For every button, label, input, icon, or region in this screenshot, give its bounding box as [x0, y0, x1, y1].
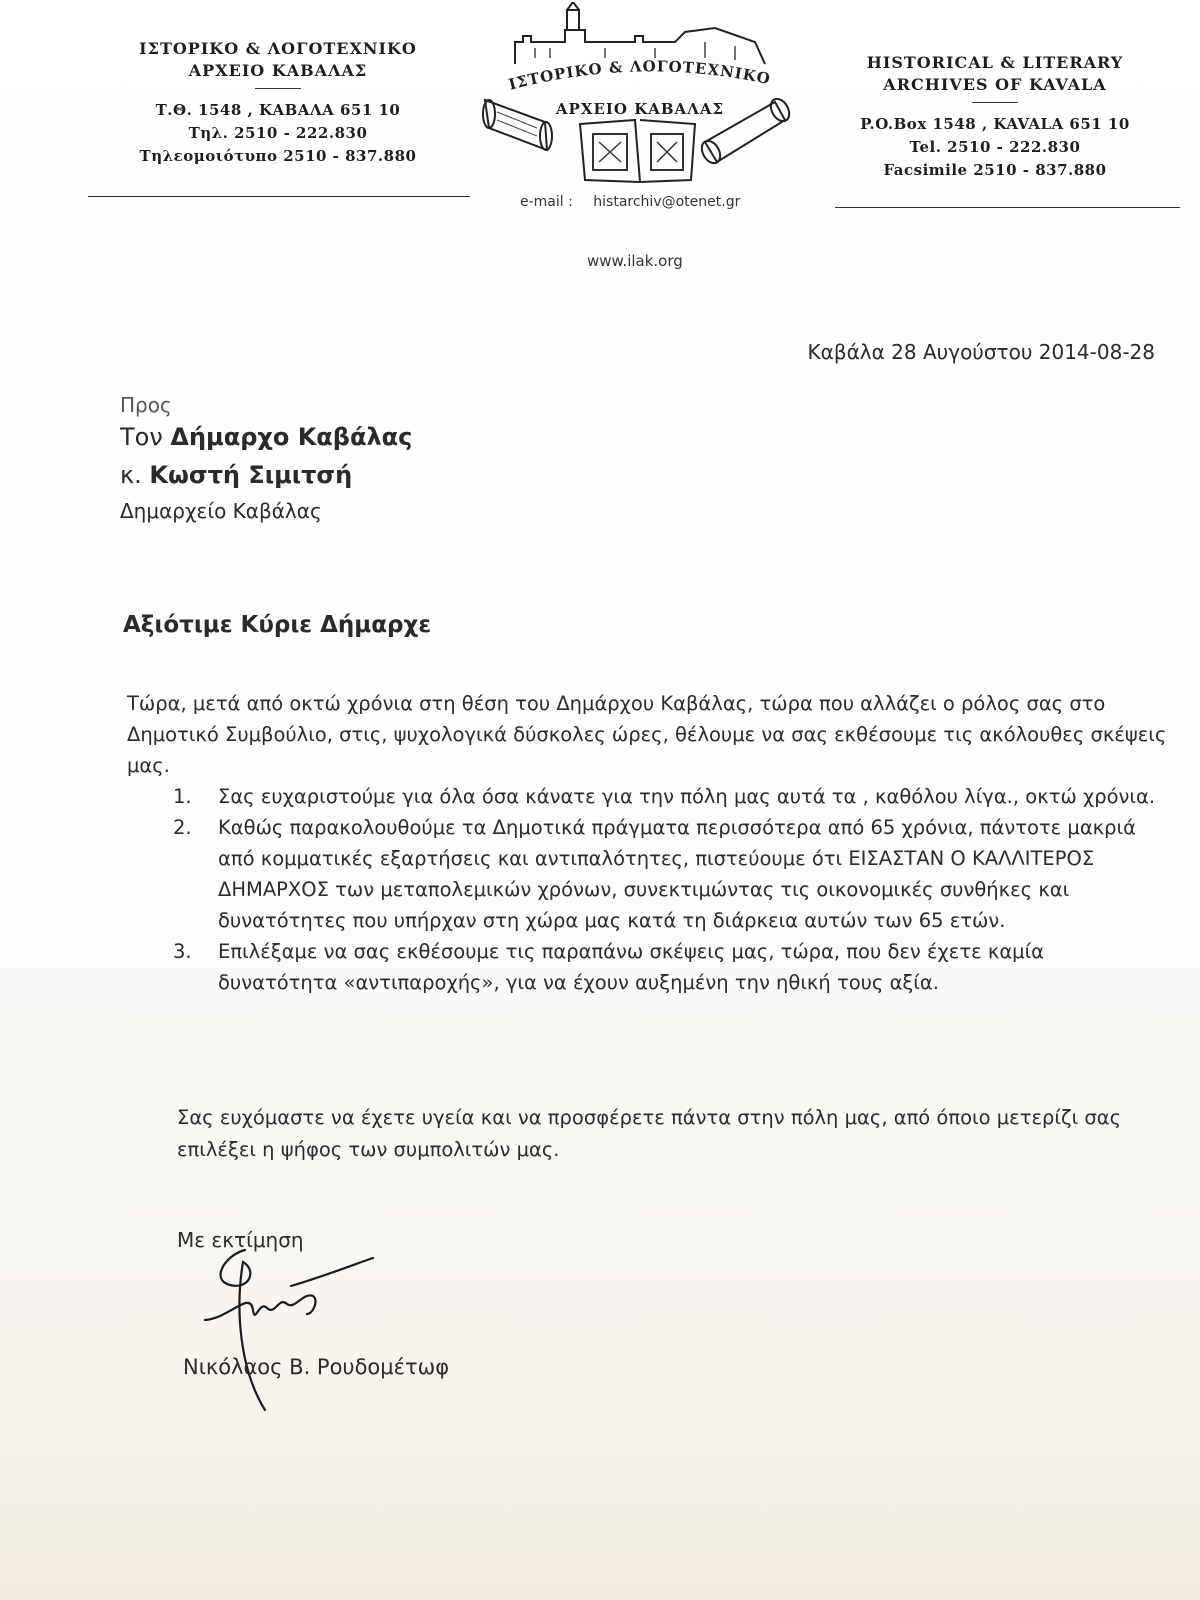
letterhead-greek-pobox: Τ.Θ. 1548 , ΚΑΒΑΛΑ 651 10 — [155, 101, 401, 119]
letterhead-english-title-1: HISTORICAL & LITERARY — [866, 53, 1124, 72]
recipient-line-1 — [120, 418, 412, 456]
signer-name: Νικόλαος Β. Ρουδομέτωφ — [183, 1355, 450, 1379]
intro-paragraph: Τώρα, μετά από οκτώ χρόνια στη θέση του Δημάρχου Καβάλας, τώρα που αλλάζει ο ρόλος σας στο Δημοτικό Συμβούλιο, στις, ψυχολογικά δύσκολες ώρες, θέλουμε να σας εκθέσουμε τις ακόλουθες σκέψεις μας. — [127, 692, 1167, 777]
letterhead-greek-fax: Τηλεομοιότυπο 2510 - 837.880 — [139, 147, 417, 165]
recipient-block — [120, 392, 412, 528]
letterhead-greek-title-2: ΑΡΧΕΙΟ ΚΑΒΑΛΑΣ — [188, 61, 368, 80]
recipient-name-1: Δήμαρχο Καβάλας — [170, 423, 413, 451]
letterhead-rule-left — [88, 196, 470, 197]
recipient-name-2: Κωστή Σιμιτσή — [149, 461, 353, 489]
list-item — [127, 812, 1167, 936]
recipient-line-2 — [120, 456, 412, 494]
salutation: Αξιότιμε Κύριε Δήμαρχε — [123, 612, 432, 638]
letter-body — [127, 688, 1167, 998]
letterhead-greek-title-1: ΙΣΤΟΡΙΚΟ & ΛΟΓΟΤΕΧΝΙΚΟ — [139, 39, 417, 58]
letterhead-english-fax: Facsimile 2510 - 837.880 — [883, 161, 1107, 179]
letterhead-greek-divider — [255, 88, 301, 89]
closing-paragraph: Σας ευχόμαστε να έχετε υγεία και να προσφέρετε πάντα στην πόλη μας, από όποιο μετερίζι σας επιλέξει η ψήφος των συμπολιτών μας. — [177, 1106, 1122, 1161]
email-address: histarchiv@otenet.gr — [593, 194, 741, 210]
archive-logo-icon — [475, 2, 805, 192]
letterhead-english-divider — [972, 102, 1018, 103]
letterhead-rule-right — [835, 207, 1180, 208]
list-item-text: Επιλέξαμε να σας εκθέσουμε τις παραπάνω σκέψεις μας, τώρα, που δεν έχετε καμία δυνατότητα «αντιπαροχής», για να έχουν αυξημένη την ηθική τους αξία. — [218, 940, 1045, 994]
letterhead-english-pobox: P.O.Box 1548 , KAVALA 651 10 — [860, 115, 1130, 133]
logo-arc-text: ΙΣΤΟΡΙΚΟ & ΛΟΓΟΤΕΧΝΙΚΟ — [506, 57, 773, 94]
points-list — [127, 781, 1167, 998]
logo-sub-text: ΑΡΧΕΙΟ ΚΑΒΑΛΑΣ — [555, 100, 725, 118]
recipient-place: Δημαρχείο Καβάλας — [120, 499, 322, 523]
letterhead — [0, 0, 1200, 290]
letterhead-english — [830, 52, 1160, 182]
list-item — [127, 936, 1167, 998]
recipient-to: Προς — [120, 393, 172, 417]
letterhead-greek — [88, 38, 468, 168]
email-label: e-mail : — [520, 194, 573, 210]
letterhead-email — [520, 194, 740, 210]
letterhead-website: www.ilak.org — [587, 252, 683, 270]
list-item-text: Σας ευχαριστούμε για όλα όσα κάνατε για την πόλη μας αυτά τα , καθόλου λίγα., οκτώ χρόνια. — [218, 785, 1156, 808]
regards: Με εκτίμηση — [177, 1228, 304, 1252]
letterhead-greek-phone: Τηλ. 2510 - 222.830 — [188, 124, 368, 142]
list-item — [127, 781, 1167, 812]
list-item-number: 1. — [173, 785, 192, 808]
signature-icon — [195, 1230, 395, 1420]
list-item-number: 2. — [173, 816, 192, 839]
svg-text:ΙΣΤΟΡΙΚΟ & ΛΟΓΟΤΕΧΝΙΚΟ — [507, 57, 773, 93]
letter-date: Καβάλα 28 Αυγούστου 2014-08-28 — [807, 340, 1155, 364]
recipient-prefix-1: Τον — [120, 423, 163, 451]
list-item-number: 3. — [173, 940, 192, 963]
letterhead-english-title-2: ARCHIVES OF KAVALA — [883, 75, 1107, 94]
recipient-prefix-2: κ. — [120, 461, 142, 489]
list-item-text: Καθώς παρακολουθούμε τα Δημοτικά πράγματα περισσότερα από 65 χρόνια, πάντοτε μακριά από κομματικές εξαρτήσεις και αντιπαλότητες, πιστεύουμε ότι ΕΙΣΑΣΤΑΝ Ο ΚΑΛΛΙΤΕΡΟΣ ΔΗΜΑΡΧΟΣ των μεταπολεμικών χρόνων, συνεκτιμώντας τις οικονομικές συνθήκες και δυνατότητες που υπήρχαν στη χώρα μας κατά τη διάρκεια αυτών των 65 ετών. — [218, 816, 1136, 932]
letterhead-english-phone: Tel. 2510 - 222.830 — [909, 138, 1081, 156]
